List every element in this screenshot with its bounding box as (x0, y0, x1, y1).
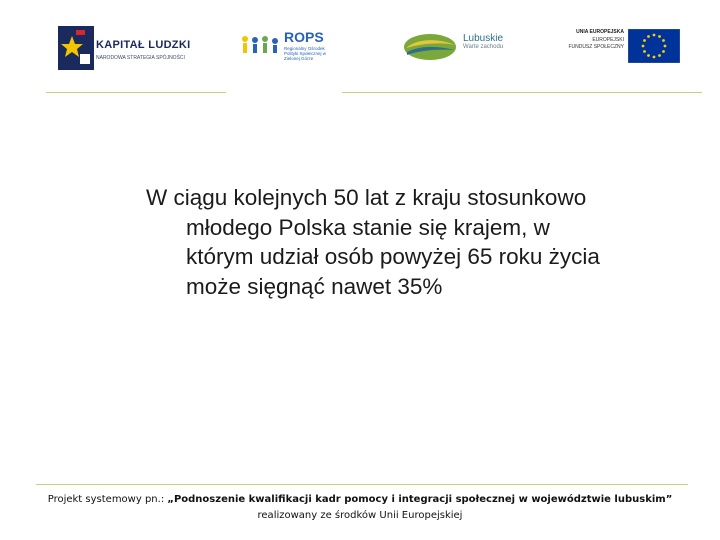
kapital-ludzki-title: KAPITAŁ LUDZKI (96, 39, 191, 51)
eu-line-1: UNIA EUROPEJSKA (576, 29, 624, 35)
logo-bar (0, 0, 720, 90)
header-rule-left (46, 92, 226, 93)
rops-figures-icon (240, 34, 280, 56)
rops-logo (240, 28, 340, 66)
eu-logo (560, 27, 682, 63)
eu-text (568, 29, 624, 52)
kapital-ludzki-subtitle: NARODOWA STRATEGIA SPÓJNOŚCI (96, 55, 185, 61)
lubuskie-subtitle: Warte zachodu (463, 44, 504, 50)
kapital-ludzki-emblem-icon (58, 26, 94, 70)
slide-body-text: W ciągu kolejnych 50 lat z kraju stosunkowo młodego Polska stanie się krajem, w którym udział osób powyżej 65 roku życia może sięgnąć nawet 35% (146, 185, 600, 299)
lubuskie-logo (403, 30, 513, 64)
footer-line-2: realizowany ze środków Unii Europejskiej (257, 510, 463, 521)
kapital-ludzki-logo (58, 26, 208, 70)
footer-project-title: „Podnoszenie kwalifikacji kadr pomocy i integracji społecznej w województwie lubuskim” (167, 494, 673, 505)
footer-line-1 (40, 492, 680, 508)
footer (40, 492, 680, 524)
eu-line-3: FUNDUSZ SPOŁECZNY (568, 44, 624, 50)
header-rule-right (342, 92, 702, 93)
rops-subtitle: Regionalny Ośrodek Polityki Społecznej w Zielonej Górze (284, 46, 327, 61)
footer-rule (36, 484, 688, 485)
rops-title: ROPS (284, 29, 324, 45)
footer-prefix: Projekt systemowy pn.: (47, 494, 168, 505)
eu-flag-icon (628, 29, 680, 63)
lubuskie-title: Lubuskie (463, 33, 504, 44)
eu-line-2: EUROPEJSKI (592, 36, 624, 43)
lubuskie-landscape-icon (403, 32, 458, 62)
